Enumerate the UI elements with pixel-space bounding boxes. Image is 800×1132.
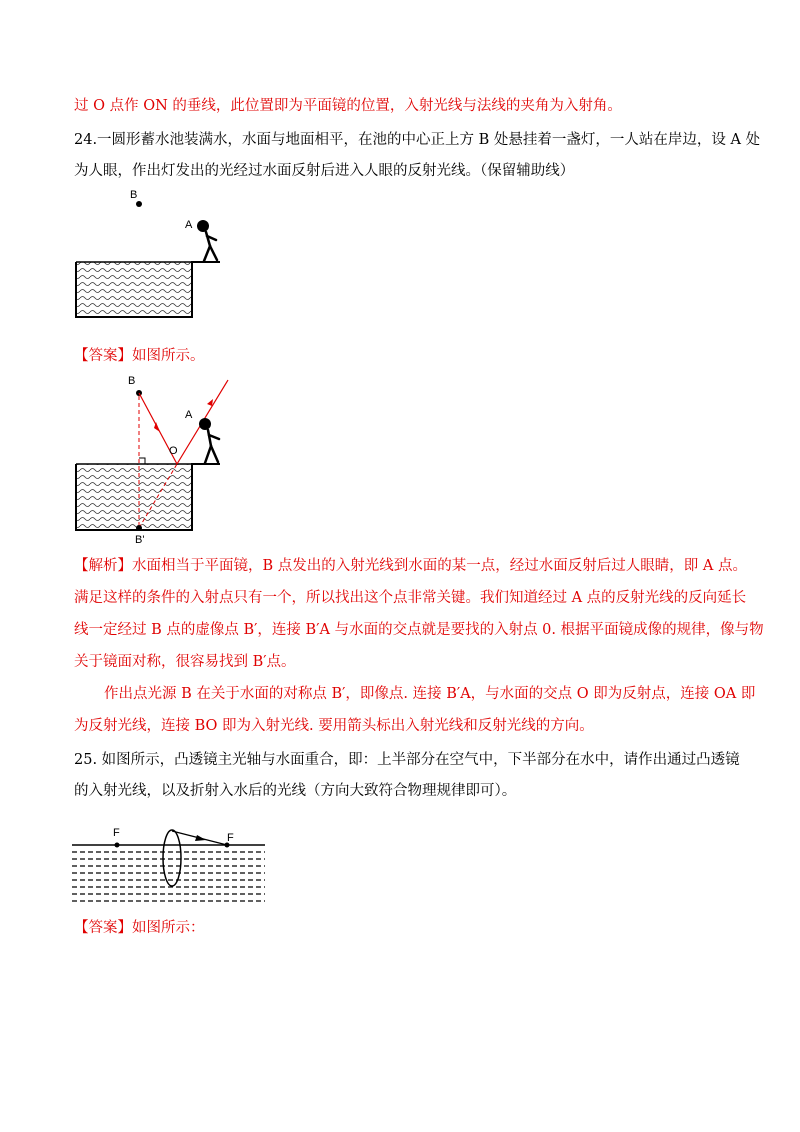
- label-a: A: [185, 219, 193, 231]
- label-bprime: B': [135, 534, 145, 546]
- question-25-figure: [70, 810, 270, 910]
- analysis-line-1: 【解析】水面相当于平面镜，B 点发出的入射光线到水面的某一点，经过水面反射后过人眼睛，即 A 点。: [74, 558, 747, 574]
- analysis-line-2: 满足这样的条件的入射点只有一个，所以找出这个点非常关键。我们知道经过 A 点的反射光线的反向延长: [74, 590, 747, 606]
- analysis-line-4: 关于镜面对称，很容易找到 B′点。: [74, 654, 296, 670]
- label-a: A: [185, 409, 193, 421]
- person-icon: [197, 220, 217, 261]
- label-b: B: [130, 189, 138, 201]
- focus-left: [115, 843, 120, 848]
- question-25-line-2: 的入射光线，以及折射入水后的光线（方向大致符合物理规律即可）。: [74, 783, 517, 799]
- answer-25: 【答案】如图所示：: [74, 920, 205, 936]
- label-b: B: [128, 375, 136, 387]
- analysis-line-6: 为反射光线，连接 BO 即为入射光线. 要用箭头标出入射光线和反射光线的方向。: [74, 718, 594, 734]
- water-fill: [76, 464, 192, 530]
- image-point-bprime: [136, 525, 142, 531]
- intro-line: 过 O 点作 ON 的垂线，此位置即为平面镜的位置，入射光线与法线的夹角为入射角。: [74, 98, 622, 114]
- water-fill: [76, 262, 192, 317]
- answer-24-figure: [70, 368, 240, 548]
- label-f-right: F: [227, 832, 234, 844]
- water-dashes: [72, 852, 265, 901]
- question-25-line-1: 25. 如图所示，凸透镜主光轴与水面重合，即：上半部分在空气中，下半部分在水中，请作出通过凸透镜: [74, 752, 740, 768]
- right-angle-mark: [139, 458, 145, 464]
- question-24-figure: [70, 182, 240, 322]
- analysis-line-5: 作出点光源 B 在关于水面的对称点 B′，即像点. 连接 B′A，与水面的交点 O 即为反射点，连接 OA 即: [104, 686, 756, 702]
- label-o: O: [169, 445, 178, 457]
- lamp-b: [136, 201, 142, 207]
- question-24-line-1: 24.一圆形蓄水池装满水，水面与地面相平，在池的中心正上方 B 处悬挂着一盏灯，一人站在岸边，设 A 处: [74, 132, 761, 148]
- question-24-line-2: 为人眼，作出灯发出的光经过水面反射后进入人眼的反射光线。（保留辅助线）: [74, 163, 575, 179]
- analysis-line-3: 线一定经过 B 点的虚像点 B′，连接 B′A 与水面的交点就是要找的入射点 0. 根据平面镜成像的规律，像与物: [74, 622, 764, 638]
- label-f-left: F: [113, 827, 120, 839]
- reflected-ray-arrow-icon: [207, 399, 213, 406]
- convex-lens: [163, 830, 181, 886]
- person-icon: [199, 418, 219, 463]
- answer-24: 【答案】如图所示。: [74, 348, 205, 364]
- ray-arrow-icon: [195, 835, 206, 841]
